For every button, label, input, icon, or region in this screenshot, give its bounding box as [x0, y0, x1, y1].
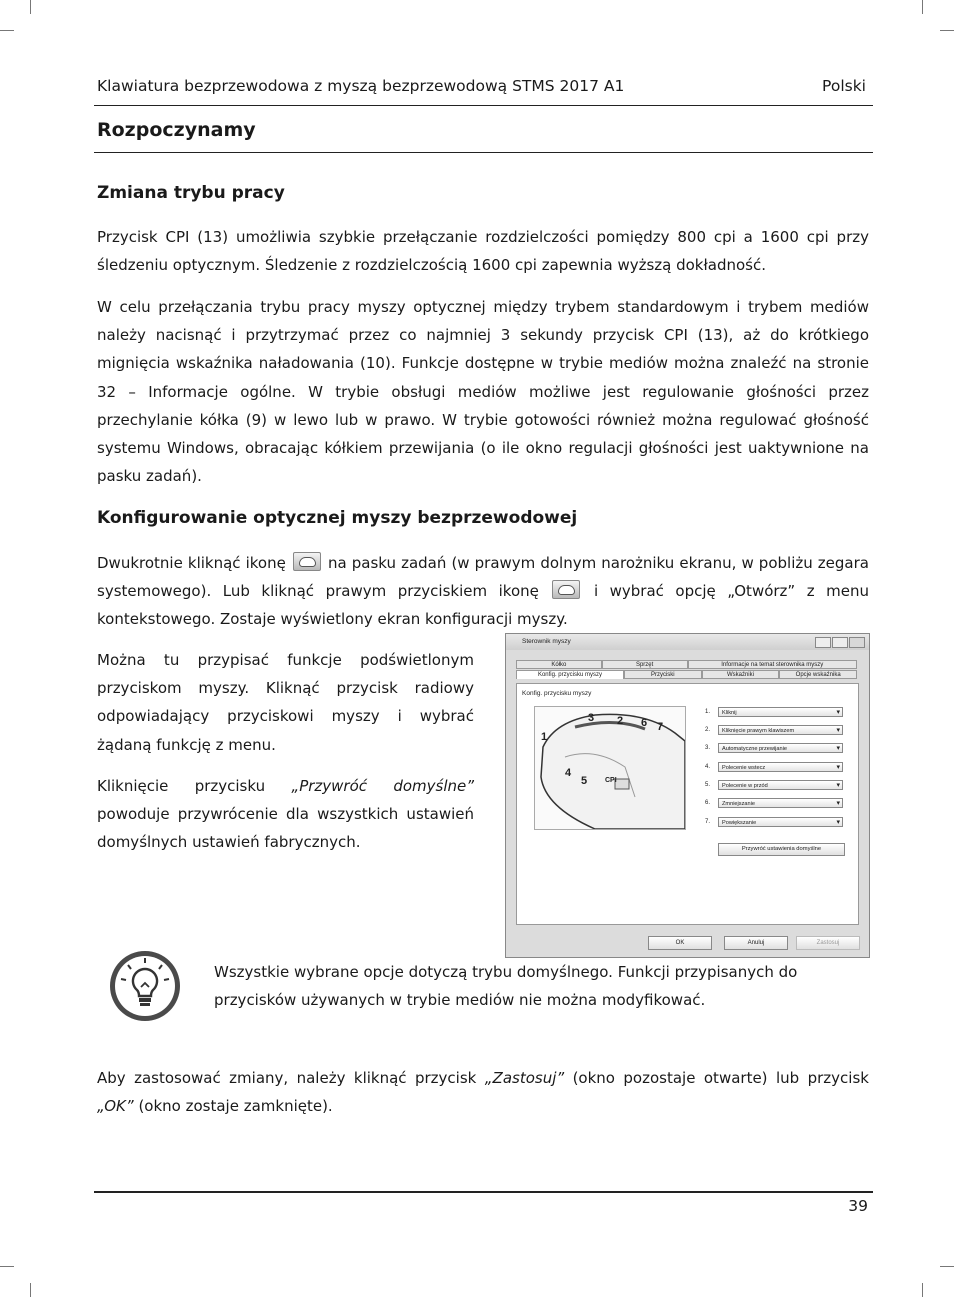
paragraph: [97, 549, 869, 634]
row-number: 1.: [705, 709, 711, 715]
mouse-label-1: 1: [541, 731, 548, 743]
tab-pointers: Wskaźniki: [702, 670, 780, 679]
mouse-label-6: 6: [641, 717, 648, 729]
emphasis: „OK”: [97, 1097, 134, 1116]
crop-mark: [940, 1266, 954, 1267]
text: Aby zastosować zmiany, należy kliknąć przycisk: [97, 1069, 477, 1087]
button-7-select: Powiększanie ▾: [718, 817, 843, 827]
emphasis: „Zastosuj”: [484, 1069, 565, 1087]
tab-wheel: Kółko: [516, 660, 602, 669]
group-label: Konfig. przycisku myszy: [522, 690, 592, 697]
subheading-mode: Zmiana trybu pracy: [97, 183, 285, 203]
crop-mark: [922, 0, 923, 14]
crop-mark: [30, 0, 31, 14]
ok-button: OK: [648, 936, 712, 950]
maximize-icon: [832, 637, 848, 648]
cancel-button: Anuluj: [724, 936, 788, 950]
apply-button: Zastosuj: [796, 936, 860, 950]
row-number: 7.: [705, 819, 711, 825]
restore-defaults-button: Przywróć ustawienia domyślne: [718, 843, 845, 856]
header-language: Polski: [822, 77, 866, 95]
mouse-label-2: 2: [617, 715, 624, 727]
button-3-select: Automatyczne przewijanie ▾: [718, 743, 843, 753]
text: powoduje przywrócenie dla wszystkich ustawień domyślnych ustawień fabrycznych.: [97, 805, 474, 852]
mouse-label-3: 3: [588, 712, 595, 724]
button-4-select: Polecenie wstecz ▾: [718, 762, 843, 772]
mouse-label-7: 7: [657, 721, 664, 733]
crop-mark: [30, 1283, 31, 1297]
tab-button-config: Konfig. przycisku myszy: [516, 670, 624, 679]
text: na pasku zadań (w prawym dolnym narożniku ekranu, w pobliżu zegara systemowego). Lub kliknąć prawym przyciskiem ikonę: [97, 554, 869, 601]
mouse-label-5: 5: [581, 775, 588, 787]
button-1-select: Kliknij ▾: [718, 707, 843, 717]
mouse-label-4: 4: [565, 767, 572, 779]
text: Dwukrotnie kliknąć ikonę: [97, 554, 286, 572]
button-6-select: Zmniejszanie ▾: [718, 798, 843, 808]
emphasis: „Przywróć domyślne”: [291, 777, 474, 795]
section-title: Rozpoczynamy: [97, 119, 256, 141]
mouse-diagram: [534, 706, 686, 830]
paragraph: W celu przełączania trybu pracy myszy optycznej między trybem standardowym i trybem mediów należy nacisnąć i przytrzymać przez co najmniej 3 sekundy przycisk CPI (13), aż do krótkiego mignięcia wskaźnika naładowania (10). Funkcje dostępne w trybie mediów można znaleźć na stronie 32 – Informacje ogólne. W trybie obsługi mediów możliwe jest regulowanie głośności przez przechylanie kółka (9) w lewo lub w prawo. W trybie gotowości również można regulować głośność systemu Windows, obracając kółkiem przewijania (o ile okno regulacji głośności jest uaktywnione na pasku zadań).: [97, 298, 869, 486]
tab-buttons: Przyciski: [624, 670, 702, 679]
tab-row-top: [516, 660, 857, 669]
crop-mark: [0, 1266, 14, 1267]
header-title: Klawiatura bezprzewodowa z myszą bezprzewodową STMS 2017 A1: [97, 77, 625, 95]
paragraph: Przycisk CPI (13) umożliwia szybkie przełączanie rozdzielczości pomiędzy 800 cpi a 1600 cpi przy śledzeniu optycznym. Śledzenie z rozdzielczością 1600 cpi zapewnia wyższą dokładność.: [97, 228, 869, 275]
row-number: 4.: [705, 764, 711, 770]
cpi-label: CPI: [605, 777, 617, 784]
text: i wybrać opcję „Otwórz” z menu kontekstowego. Zostaje wyświetlony ekran konfiguracji myszy.: [97, 582, 869, 629]
dialog-title: Sterownik myszy: [522, 638, 571, 645]
tab-row-bottom: [516, 670, 857, 679]
crop-mark: [940, 30, 954, 31]
tip-text: Wszystkie wybrane opcje dotyczą trybu domyślnego. Funkcji przypisanych do przycisków używanych w trybie mediów nie można modyfikować.: [214, 963, 798, 1009]
row-number: 3.: [705, 745, 711, 751]
button-2-select: Kliknięcie prawym klawiszem ▾: [718, 725, 843, 735]
mouse-tray-icon: [552, 580, 580, 599]
mouse-driver-dialog-screenshot: [505, 633, 870, 958]
text: (okno pozostaje otwarte) lub przycisk: [572, 1069, 869, 1087]
lightbulb-icon: [108, 949, 182, 1023]
crop-mark: [0, 30, 14, 31]
paragraph: [97, 1064, 869, 1120]
close-icon: [849, 637, 865, 648]
text: (okno zostaje zamknięte).: [138, 1097, 333, 1116]
minimize-icon: [815, 637, 831, 648]
tab-hardware: Sprzęt: [602, 660, 688, 669]
dialog-titlebar: [506, 634, 869, 650]
row-number: 6.: [705, 800, 711, 806]
button-5-select: Polecenie w przód ▾: [718, 780, 843, 790]
footer-rule: [94, 1191, 873, 1193]
mouse-tray-icon: [293, 552, 321, 571]
section-rule: [94, 152, 873, 153]
header-rule: [94, 105, 873, 106]
paragraph: Można tu przypisać funkcje podświetlonym przyciskom myszy. Kliknąć przycisk radiowy odpowiadający przyciskowi myszy i wybrać żądaną funkcję z menu.: [97, 651, 474, 754]
tab-driver-info: Informacje na temat sterownika myszy: [688, 660, 858, 669]
window-buttons: [814, 637, 865, 650]
subheading-config: Konfigurowanie optycznej myszy bezprzewodowej: [97, 508, 578, 528]
row-number: 2.: [705, 727, 711, 733]
page-number: 39: [848, 1197, 868, 1215]
tab-pointer-options: Opcje wskaźnika: [779, 670, 857, 679]
crop-mark: [922, 1283, 923, 1297]
paragraph: [97, 772, 474, 857]
row-number: 5.: [705, 782, 711, 788]
text: Kliknięcie przycisku: [97, 777, 266, 795]
